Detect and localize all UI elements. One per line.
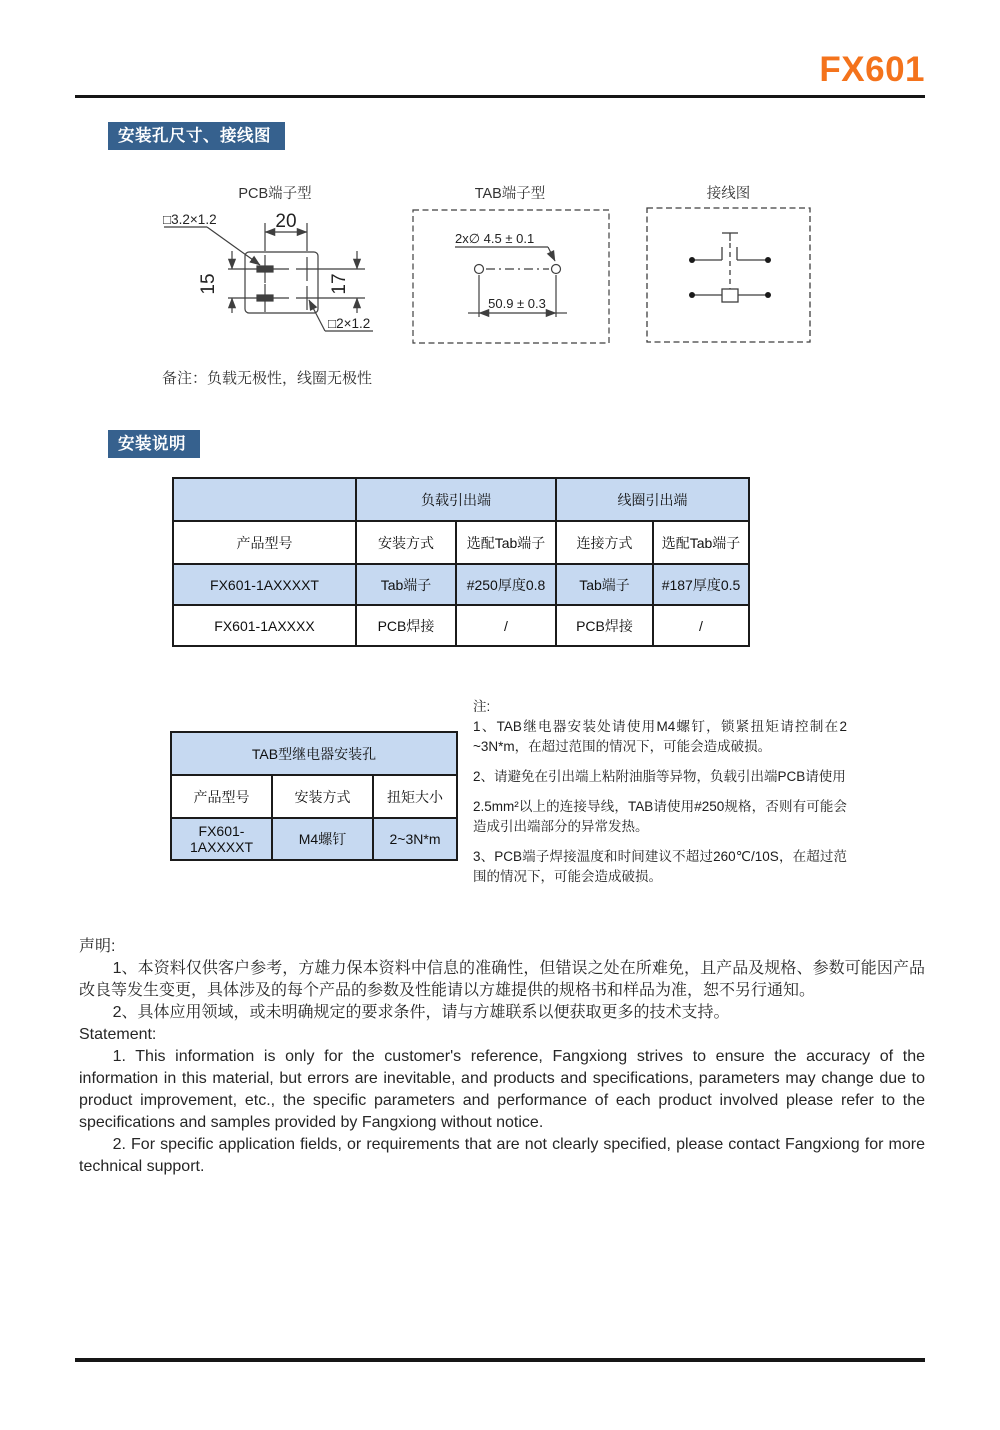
column-header: 安装方式 — [272, 775, 373, 818]
column-header: 选配Tab端子 — [456, 521, 556, 564]
pcb-figure-title: PCB端子型 — [238, 186, 312, 202]
tab-outline-and-dimensions — [413, 210, 609, 343]
pcb-slot-terminal-top — [257, 266, 273, 272]
cell: #250厚度0.8 — [456, 564, 556, 605]
tab-mounting-hole-right — [552, 265, 561, 274]
table-row — [173, 605, 749, 646]
cell: PCB焊接 — [356, 605, 456, 646]
statement-zh-item-1: 1、本资料仅供客户参考，方雄力保本资料中信息的准确性，但错误之处在所难免，且产品及规格、参数可能因产品改良等发生变更，具体涉及的每个产品的参数及性能请以方雄提供的规格书和样品为准，恕不另行通知。 — [79, 960, 925, 999]
terminal-mounting-table — [172, 477, 750, 647]
cell-model: FX601-1AXXXXT — [173, 564, 356, 605]
pcb-hole-size-label: □2×1.2 — [328, 316, 371, 331]
tab-dashed-border — [413, 210, 609, 343]
cell: / — [653, 605, 749, 646]
statement-en-item-1: 1. This information is only for the customer's reference, Fangxiong strives to ensure the accuracy of the information in this material, but errors are inevitable, and products and specifications, parameters may change due to product improvement, etc., the specific parameters and performance of each product involved please refer to the specifications and samples provided by Fangxiong without notice. — [79, 1048, 925, 1131]
group-header-load: 负载引出端 — [356, 478, 556, 521]
table-row — [173, 478, 749, 521]
product-code-title: FX601 — [819, 50, 925, 89]
column-header: 扭矩大小 — [373, 775, 457, 818]
cell: 2~3N*m — [373, 818, 457, 860]
corner-cell — [173, 478, 356, 521]
section-header-mounting-dims: 安装孔尺寸、接线图 — [108, 122, 285, 150]
polarity-remark: 备注：负载无极性，线圈无极性 — [162, 370, 373, 387]
wiring-dashed-border — [647, 208, 810, 342]
pcb-terminal-diagram — [150, 205, 400, 350]
table2-title-cell: TAB型继电器安装孔 — [171, 732, 457, 775]
column-header: 连接方式 — [556, 521, 653, 564]
pcb-slot-terminal-bottom — [257, 295, 273, 301]
group-header-coil: 线圈引出端 — [556, 478, 749, 521]
notes-label: 注: — [473, 699, 491, 714]
statement-en-item-2: 2. For specific application fields, or requirements that are not clearly specified, please contact Fangxiong for more technical support. — [79, 1136, 925, 1175]
table-row — [173, 521, 749, 564]
pcb-dim-width-label: 20 — [275, 211, 297, 232]
cell: #187厚度0.5 — [653, 564, 749, 605]
table-row — [173, 564, 749, 605]
cell: M4螺钉 — [272, 818, 373, 860]
tab-figure-title: TAB端子型 — [474, 186, 546, 202]
cell: Tab端子 — [356, 564, 456, 605]
note-item-2-continued: 2.5mm²以上的连接导线，TAB请使用#250规格，否则有可能会造成引出端部分的异常发热。 — [473, 799, 847, 834]
section-header-install-notes: 安装说明 — [108, 430, 200, 458]
note-item-2: 2、请避免在引出端上粘附油脂等异物，负载引出端PCB请使用 — [473, 769, 846, 784]
table-row — [171, 818, 457, 860]
wiring-diagram — [645, 205, 812, 345]
note-item-1: 1、TAB继电器安装处请使用M4螺钉，锁紧扭矩请控制在2 ~3N*m，在超过范围的情况下，可能会造成破损。 — [473, 719, 847, 754]
pcb-dim-left-pitch-label: 15 — [198, 273, 219, 295]
header-divider-line — [75, 95, 925, 98]
pcb-dim-right-pitch-label: 17 — [329, 273, 350, 295]
cell: PCB焊接 — [556, 605, 653, 646]
tab-hole-size-label: 2x∅ 4.5 ± 0.1 — [455, 231, 535, 246]
tab-terminal-diagram — [405, 207, 615, 347]
tab-dimension-labels — [455, 231, 546, 311]
statement-zh-label: 声明: — [79, 938, 116, 955]
pcb-dimension-numbers — [198, 211, 350, 295]
column-header: 选配Tab端子 — [653, 521, 749, 564]
coil-symbol — [722, 289, 738, 302]
tab-mounting-hole-table — [170, 731, 458, 861]
cell-model: FX601-1AXXXXT — [171, 818, 272, 860]
pcb-slot-size-label: □3.2×1.2 — [163, 212, 217, 227]
cell-model: FX601-1AXXXX — [173, 605, 356, 646]
column-header: 产品型号 — [171, 775, 272, 818]
note-item-3: 3、PCB端子焊接温度和时间建议不超过260℃/10S，在超过范围的情况下，可能会造成破损。 — [473, 849, 847, 884]
table-row — [171, 732, 457, 775]
tab-pitch-label: 50.9 ± 0.3 — [488, 296, 546, 311]
statement-en-label: Statement: — [79, 1026, 157, 1043]
column-header: 产品型号 — [173, 521, 356, 564]
wiring-schematic-lines — [647, 208, 810, 342]
cell: Tab端子 — [556, 564, 653, 605]
tab-mounting-hole-left — [475, 265, 484, 274]
statement-zh-item-2: 2、具体应用领域，或未明确规定的要求条件，请与方雄联系以便获取更多的技术支持。 — [112, 1004, 730, 1021]
footer-divider-line — [75, 1358, 925, 1362]
cell: / — [456, 605, 556, 646]
installation-notes — [473, 697, 847, 897]
column-header: 安装方式 — [356, 521, 456, 564]
statement-block — [79, 936, 925, 1178]
wiring-figure-title: 接线图 — [706, 186, 751, 202]
table-row — [171, 775, 457, 818]
